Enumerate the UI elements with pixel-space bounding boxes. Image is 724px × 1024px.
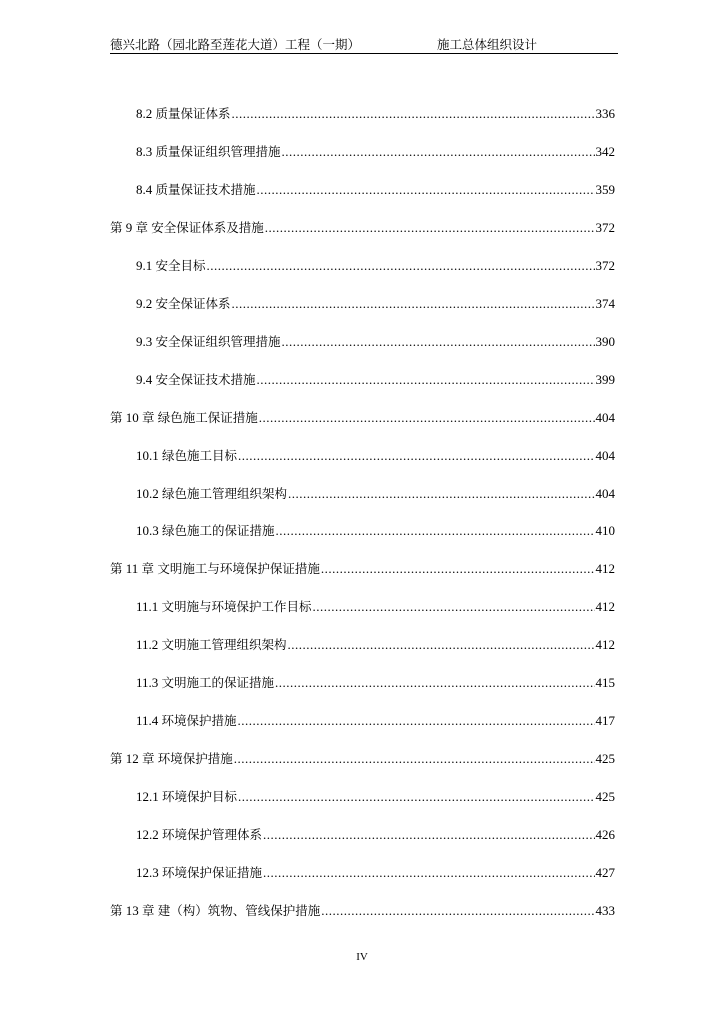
- toc-entry-label: [136, 711, 237, 731]
- dot-leader: [313, 597, 595, 617]
- section-number: 9.4: [136, 371, 153, 387]
- section-number: 11.2: [136, 637, 159, 653]
- chapter-suffix: 章: [142, 409, 155, 425]
- toc-entry-label: [110, 408, 258, 428]
- chapter-number: 11: [125, 561, 139, 577]
- toc-section-entry[interactable]: [136, 825, 615, 845]
- dot-leader: [321, 901, 594, 921]
- toc-page-number: 372: [595, 219, 615, 235]
- toc-page-number: 374: [595, 295, 615, 311]
- toc-page-number: 417: [595, 713, 615, 729]
- chapter-number: 10: [125, 409, 139, 425]
- section-number: 10.2: [136, 485, 159, 501]
- dot-leader: [238, 787, 594, 807]
- section-number: 11.3: [136, 675, 159, 691]
- chapter-suffix: 章: [141, 561, 155, 577]
- toc-entry-label: [136, 597, 312, 617]
- toc-entry-title: 环境保护保证措施: [162, 865, 263, 880]
- toc-entry-title: 环境保护目标: [162, 789, 238, 805]
- toc-entry-title: 文明施工的保证措施: [161, 675, 275, 691]
- toc-section-entry[interactable]: [136, 104, 615, 124]
- toc-section-entry[interactable]: [136, 711, 615, 731]
- toc-entry-label: [110, 901, 320, 921]
- toc-section-entry[interactable]: [136, 332, 615, 352]
- dot-leader: [257, 370, 595, 390]
- section-number: 10.1: [136, 447, 159, 463]
- toc-entry-label: [110, 749, 233, 769]
- toc-section-entry[interactable]: [136, 180, 615, 200]
- dot-leader: [288, 484, 594, 504]
- toc-page-number: 425: [595, 789, 615, 805]
- dot-leader: [234, 749, 595, 769]
- toc-entry-label: [136, 825, 262, 845]
- toc-entry-title: 质量保证组织管理措施: [155, 143, 281, 159]
- section-number: 8.4: [136, 181, 153, 197]
- toc-page-number: 412: [595, 561, 615, 577]
- toc-page-number: 425: [595, 751, 615, 767]
- toc-entry-title: 环境保护措施: [157, 751, 233, 767]
- toc-entry-title: 安全保证组织管理措施: [155, 333, 281, 349]
- dot-leader: [232, 294, 595, 314]
- chapter-number: 13: [125, 902, 139, 918]
- toc-entry-label: [136, 104, 231, 124]
- toc-page-number: 372: [595, 257, 615, 273]
- toc-page-number: 359: [595, 181, 615, 197]
- toc-page-number: 427: [595, 865, 615, 880]
- section-number: 12.3: [136, 865, 159, 880]
- toc-entry-label: [136, 446, 237, 466]
- dot-leader: [238, 446, 594, 466]
- toc-page-number: 415: [595, 675, 615, 691]
- dot-leader: [321, 559, 595, 579]
- section-number: 9.2: [136, 295, 153, 311]
- section-number: 9.1: [136, 257, 153, 273]
- toc-section-entry[interactable]: [136, 142, 615, 162]
- toc-entry-title: 安全保证技术措施: [155, 371, 256, 387]
- toc-section-entry[interactable]: [136, 635, 615, 655]
- toc-page-number: 433: [595, 902, 615, 918]
- toc-page-number: 404: [595, 447, 615, 463]
- project-title: 德兴北路（园北路至莲花大道）工程（一期）: [110, 37, 361, 52]
- toc-entry-label: [136, 180, 256, 200]
- toc-entry-title: 质量保证技术措施: [155, 181, 256, 197]
- page-header: [110, 36, 618, 54]
- dot-leader: [232, 104, 595, 124]
- dot-leader: [275, 673, 594, 693]
- section-number: 11.4: [136, 713, 159, 729]
- section-number: 11.1: [136, 599, 159, 615]
- toc-section-entry[interactable]: [136, 256, 615, 276]
- toc-chapter-entry[interactable]: [110, 901, 615, 921]
- toc-entry-title: 绿色施工保证措施: [157, 409, 258, 425]
- chapter-prefix: 第: [110, 409, 123, 425]
- toc-entry-title: 安全保证体系: [155, 295, 231, 311]
- dot-leader: [276, 521, 595, 541]
- toc-entry-title: 绿色施工目标: [162, 447, 238, 463]
- toc-section-entry[interactable]: [136, 787, 615, 807]
- toc-section-entry[interactable]: [136, 446, 615, 466]
- toc-section-entry[interactable]: [136, 521, 615, 541]
- section-number: 8.2: [136, 106, 153, 121]
- toc-entry-title: 绿色施工管理组织架构: [162, 485, 288, 501]
- toc-section-entry[interactable]: [136, 863, 615, 883]
- toc-entry-title: 绿色施工的保证措施: [162, 523, 275, 539]
- section-number: 10.3: [136, 523, 159, 539]
- chapter-number: 12: [125, 751, 139, 767]
- toc-entry-title: 文明施与环境保护工作目标: [161, 599, 312, 615]
- toc-chapter-entry[interactable]: [110, 408, 615, 428]
- section-number: 12.2: [136, 827, 159, 843]
- toc-page-number: 404: [595, 485, 615, 501]
- chapter-prefix: 第: [110, 751, 123, 767]
- dot-leader: [265, 218, 595, 238]
- toc-chapter-entry[interactable]: [110, 218, 615, 238]
- toc-chapter-entry[interactable]: [110, 749, 615, 769]
- chapter-number: 9: [125, 219, 133, 235]
- toc-entry-label: [136, 256, 206, 276]
- section-number: 12.1: [136, 789, 159, 805]
- toc-entry-label: [136, 521, 275, 541]
- toc-entry-label: [110, 559, 320, 579]
- toc-entry-title: 环境保护管理体系: [162, 827, 263, 843]
- toc-page-number: 390: [595, 333, 615, 349]
- toc-entry-title: 建（构）筑物、管线保护措施: [157, 902, 321, 918]
- section-number: 9.3: [136, 333, 153, 349]
- page-number: IV: [356, 951, 368, 963]
- toc-entry-label: [136, 635, 287, 655]
- toc-entry-label: [136, 142, 281, 162]
- toc-page-number: 412: [595, 637, 615, 653]
- toc-entry-label: [136, 787, 237, 807]
- dot-leader: [259, 408, 595, 428]
- toc-page-number: 404: [595, 409, 615, 425]
- chapter-prefix: 第: [110, 219, 123, 235]
- section-number: 8.3: [136, 143, 153, 159]
- toc-page-number: 426: [595, 827, 615, 843]
- toc-entry-title: 文明施工与环境保护保证措施: [157, 561, 320, 577]
- toc-section-entry[interactable]: [136, 597, 615, 617]
- toc-entry-title: 文明施工管理组织架构: [161, 637, 287, 653]
- toc-entry-label: [136, 673, 274, 693]
- dot-leader: [288, 635, 595, 655]
- toc-section-entry[interactable]: [136, 673, 615, 693]
- chapter-suffix: 章: [142, 902, 155, 918]
- toc-page-number: 342: [595, 143, 615, 159]
- toc-page-number: 336: [595, 106, 615, 121]
- document-title: 施工总体组织设计: [437, 37, 538, 52]
- toc-section-entry[interactable]: [136, 484, 615, 504]
- toc-entry-label: [136, 484, 287, 504]
- toc-entry-label: [110, 218, 264, 238]
- dot-leader: [263, 825, 594, 845]
- toc-entry-label: [136, 370, 256, 390]
- dot-leader: [257, 180, 595, 200]
- header-divider: [110, 53, 618, 54]
- toc-entry-label: [136, 863, 262, 883]
- toc-section-entry[interactable]: [136, 294, 615, 314]
- dot-leader: [282, 142, 595, 162]
- dot-leader: [263, 863, 594, 883]
- toc-entry-title: 环境保护措施: [161, 713, 237, 729]
- toc-page-number: 399: [595, 371, 615, 387]
- dot-leader: [207, 256, 595, 276]
- toc-entry-label: [136, 332, 281, 352]
- toc-chapter-entry[interactable]: [110, 559, 615, 579]
- dot-leader: [238, 711, 595, 731]
- chapter-suffix: 章: [142, 751, 155, 767]
- toc-page-number: 410: [595, 523, 615, 539]
- toc-entry-title: 安全目标: [155, 257, 206, 273]
- toc-entry-title: 安全保证体系及措施: [151, 219, 264, 235]
- chapter-suffix: 章: [135, 219, 149, 235]
- toc-page-number: 412: [595, 599, 615, 615]
- toc-entry-title: 质量保证体系: [155, 106, 231, 121]
- dot-leader: [282, 332, 595, 352]
- toc-entry-label: [136, 294, 231, 314]
- toc-section-entry[interactable]: [136, 370, 615, 390]
- chapter-prefix: 第: [110, 561, 123, 577]
- chapter-prefix: 第: [110, 902, 123, 918]
